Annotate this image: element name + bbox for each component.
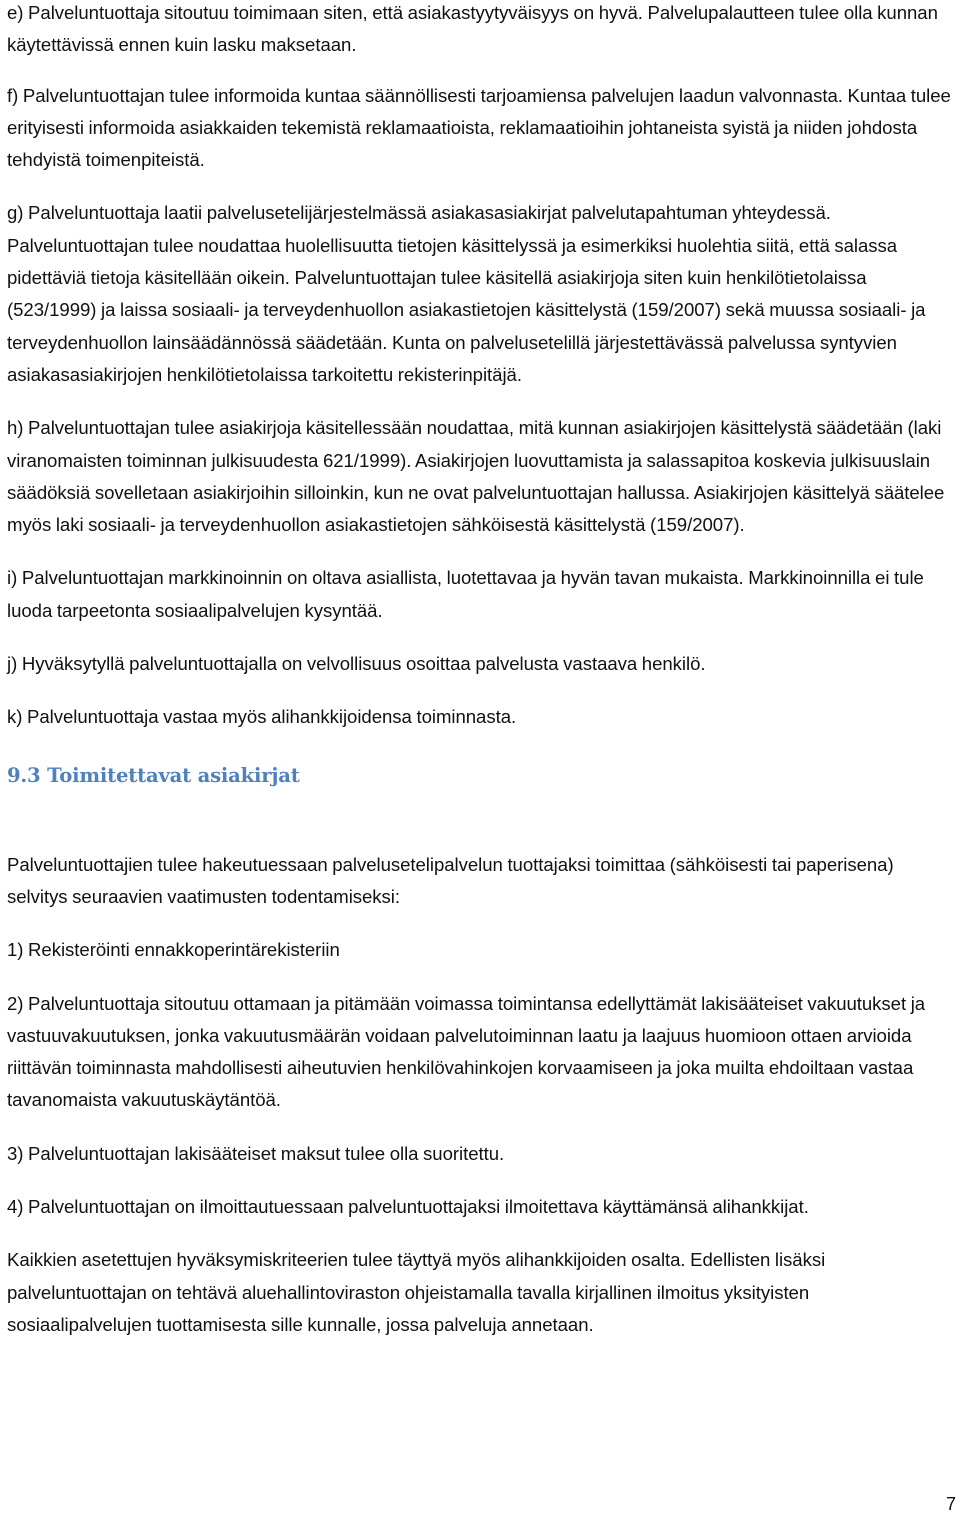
paragraph-intro: Palveluntuottajien tulee hakeutuessaan palvelusetelipalvelun tuottajaksi toimittaa (sähköisesti tai paperisena) selvitys seuraavien vaatimusten todentamiseksi: <box>7 853 894 907</box>
paragraph-closing: Kaikkien asetettujen hyväksymiskriteerien tulee täyttyä myös alihankkijoiden osalta. Edellisten lisäksi palveluntuottajan on tehtävä aluehallintoviraston ohjeistamalla tavalla kirjallinen ilmoitus yksityisten sosiaalipalvelujen tuottamisesta sille kunnalle, jossa palveluja annetaan. <box>7 1249 826 1335</box>
paragraph-f: f) Palveluntuottajan tulee informoida kuntaa säännöllisesti tarjoamiensa palvelujen laadun valvonnasta. Kuntaa tulee erityisesti informoida asiakkaiden tekemistä reklamaatioista, reklamaatioihin johtaneista syistä ja niiden johdosta tehdyistä toimenpiteistä. <box>7 84 951 171</box>
paragraph-h: h) Palveluntuottajan tulee asiakirjoja käsitellessään noudattaa, mitä kunnan asiakirjojen käsittelystä säädetään (laki viranomaisten toiminnan julkisuudesta 621/1999). Asiakirjojen luovuttamista ja salassapitoa koskevia julkisuuslain säädöksiä sovelletaan asiakirjoihin silloinkin, kun ne ovat palveluntuottajan hallussa. Asiakirjojen käsittelyä säätelee myös laki sosiaali- ja terveydenhuollon asiakastietojen sähköisestä käsittelystä (159/2007). <box>7 417 945 536</box>
requirement-4: 4) Palveluntuottajan on ilmoittautuessaan palveluntuottajaksi ilmoitettava käyttämänsä alihankkijat. <box>7 1196 809 1218</box>
requirement-1: 1) Rekisteröinti ennakkoperintärekisteriin <box>7 939 340 961</box>
paragraph-k: k) Palveluntuottaja vastaa myös alihankkijoidensa toiminnasta. <box>7 706 517 728</box>
requirement-3: 3) Palveluntuottajan lakisääteiset maksut tulee olla suoritettu. <box>7 1142 505 1164</box>
document-body <box>7 0 955 1341</box>
paragraph-j: j) Hyväksytyllä palveluntuottajalla on velvollisuus osoittaa palvelusta vastaava henkilö. <box>7 653 706 675</box>
section-heading: 9.3 Toimitettavat asiakirjat <box>7 763 300 787</box>
paragraph-i: i) Palveluntuottajan markkinoinnin on oltava asiallista, luotettavaa ja hyvän tavan mukaista. Markkinoinnilla ei tule luoda tarpeetonta sosiaalipalvelujen kysyntää. <box>7 567 924 621</box>
requirement-2: 2) Palveluntuottaja sitoutuu ottamaan ja pitämään voimassa toimintansa edellyttämät lakisääteiset vakuutukset ja vastuuvakuutuksen, jonka vakuutusmäärän voidaan palvelutoiminnan laatu ja laajuus huomioon ottaen arvioida riittävän toiminnasta mahdollisesti aiheutuvien henkilövahinkojen korvaamiseen ja joka muilta ehdoiltaan vastaa tavanomaista vakuutuskäytäntöä. <box>7 992 926 1111</box>
page-number: 7 <box>945 1494 956 1514</box>
paragraph-e: e) Palveluntuottaja sitoutuu toimimaan siten, että asiakastyytyväisyys on hyvä. Palvelupalautteen tulee olla kunnan käytettävissä ennen kuin lasku maksetaan. <box>7 2 938 56</box>
paragraph-g: g) Palveluntuottaja laatii palvelusetelijärjestelmässä asiakasasiakirjat palvelutapahtuman yhteydessä. Palveluntuottajan tulee noudattaa huolellisuutta tietojen käsittelyssä ja esimerkiksi huolehtia siitä, että salassa pidettäviä tietoja käsitellään oikein. Palveluntuottajan tulee käsitellä asiakirjoja siten kuin henkilötietolaissa (523/1999) ja laissa sosiaali- ja terveydenhuollon asiakastietojen käsittelystä (159/2007) sekä muussa sosiaali- ja terveydenhuollon lainsäädännössä säädetään. Kunta on palvelusetelillä järjestettävässä palvelussa syntyvien asiakasasiakirjojen henkilötietolaissa tarkoitettu rekisterinpitäjä. <box>7 202 926 385</box>
